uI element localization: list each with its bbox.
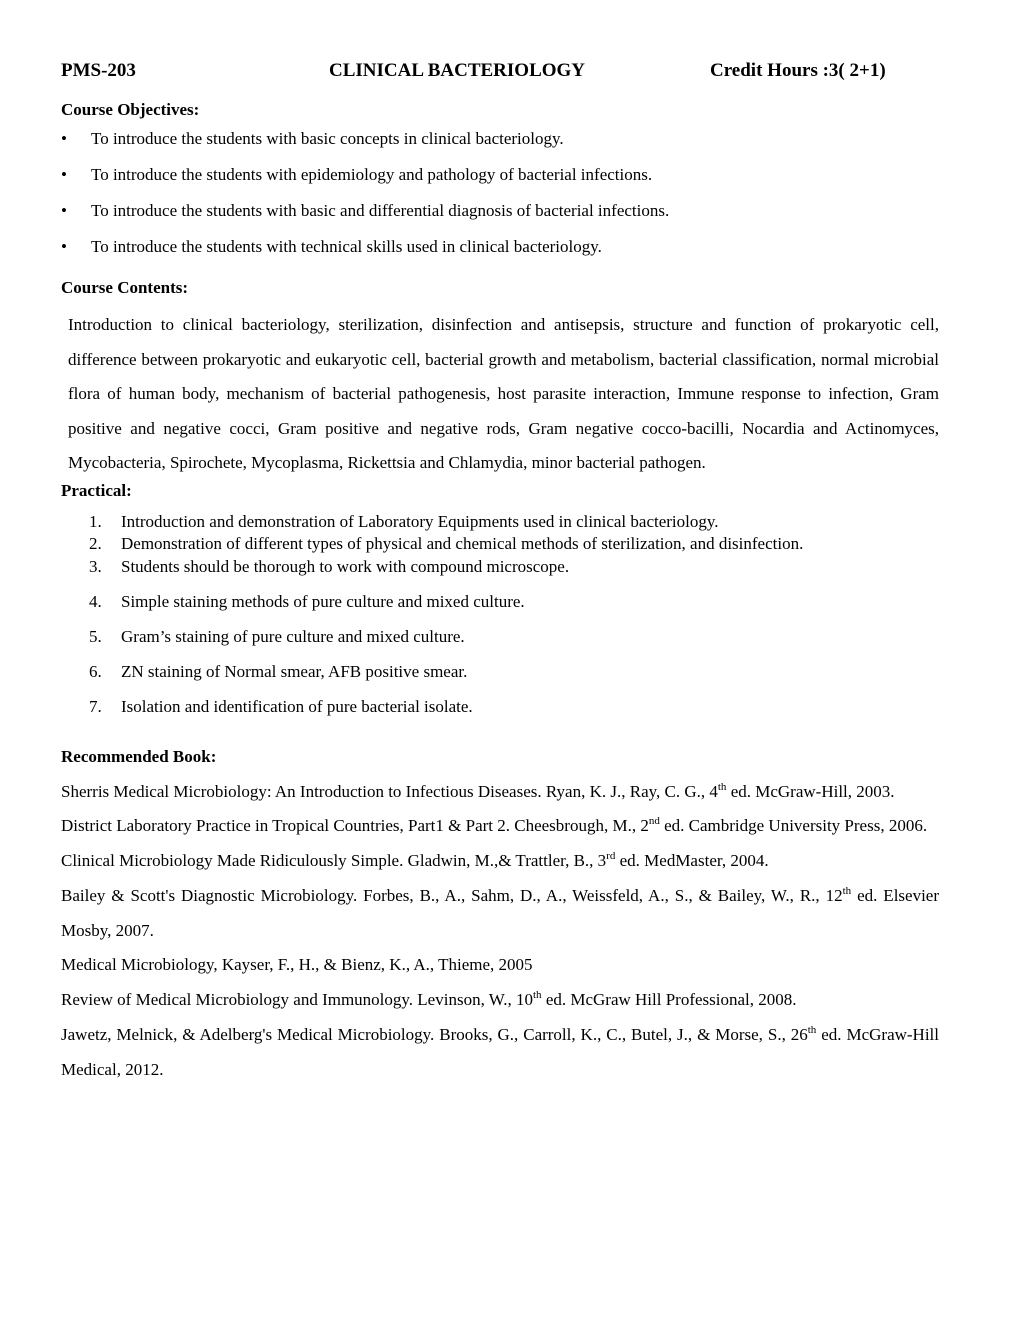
course-header bbox=[61, 60, 939, 86]
practical-item: 2. Demonstration of different types of physical and chemical methods of sterilization, and disinfection. bbox=[89, 533, 804, 553]
objective-item: • To introduce the students with epidemiology and pathology of bacterial infections. bbox=[61, 165, 653, 184]
book-entry: District Laboratory Practice in Tropical Countries, Part1 & Part 2. Cheesbrough, M., 2nd ed. Cambridge University Press, 2006. bbox=[61, 815, 928, 836]
objectives-heading: Course Objectives: bbox=[61, 100, 200, 119]
objectives-list bbox=[61, 128, 939, 272]
bullet-icon: • bbox=[61, 129, 67, 148]
books-heading: Recommended Book: bbox=[61, 746, 217, 766]
bullet-icon: • bbox=[61, 165, 67, 184]
objective-item: • To introduce the students with basic concepts in clinical bacteriology. bbox=[61, 129, 564, 148]
practical-item: 7. Isolation and identification of pure bacterial isolate. bbox=[89, 696, 473, 716]
objective-item: • To introduce the students with technical skills used in clinical bacteriology. bbox=[61, 237, 602, 256]
books-list bbox=[61, 775, 939, 1088]
book-entry: Sherris Medical Microbiology: An Introduction to Infectious Diseases. Ryan, K. J., Ray, C. G., 4th ed. McGraw-Hill, 2003. bbox=[61, 780, 895, 801]
contents-heading: Course Contents: bbox=[61, 278, 189, 297]
practical-item: 6. ZN staining of Normal smear, AFB positive smear. bbox=[89, 661, 468, 681]
practical-item: 1. Introduction and demonstration of Laboratory Equipments used in clinical bacteriology. bbox=[89, 511, 719, 531]
practical-item: 4. Simple staining methods of pure culture and mixed culture. bbox=[89, 591, 525, 611]
objective-item: • To introduce the students with basic and differential diagnosis of bacterial infections. bbox=[61, 201, 670, 220]
book-entry: Bailey & Scott's Diagnostic Microbiology. Forbes, B., A., Sahm, D., A., Weissfeld, A., S., & Bailey, W., R., 12th ed. Elsevier Mosby, 2007. bbox=[61, 884, 940, 940]
book-entry: Review of Medical Microbiology and Immunology. Levinson, W., 10th ed. McGraw Hill Professional, 2008. bbox=[61, 989, 797, 1010]
document-page bbox=[61, 60, 939, 1088]
contents-paragraph: Introduction to clinical bacteriology, sterilization, disinfection and antisepsis, structure and function of prokaryotic cell, difference between prokaryotic and eukaryotic cell, bacterial growth and metabolism, bacterial classification, normal microbial flora of human body, mechanism of bacterial pathogenesis, host parasite interaction, Immune response to infection, Gram positive and negative cocci, Gram positive and negative rods, Gram negative cocco-bacilli, Nocardia and Actinomyces, Mycobacteria, Spirochete, Mycoplasma, Rickettsia and Chlamydia, minor bacterial pathogen. bbox=[68, 315, 939, 472]
course-title: CLINICAL BACTERIOLOGY bbox=[329, 60, 586, 81]
practical-list bbox=[61, 511, 939, 731]
course-code: PMS-203 bbox=[61, 60, 136, 81]
bullet-icon: • bbox=[61, 237, 67, 256]
bullet-icon: • bbox=[61, 201, 67, 220]
practical-item: 3. Students should be thorough to work with compound microscope. bbox=[89, 556, 570, 576]
practical-heading: Practical: bbox=[61, 480, 132, 500]
practical-item: 5. Gram’s staining of pure culture and mixed culture. bbox=[89, 626, 465, 646]
credit-hours: Credit Hours :3( 2+1) bbox=[710, 60, 886, 81]
book-entry: Clinical Microbiology Made Ridiculously Simple. Gladwin, M.,& Trattler, B., 3rd ed. MedMaster, 2004. bbox=[61, 850, 769, 871]
book-entry: Medical Microbiology, Kayser, F., H., & Bienz, K., A., Thieme, 2005 bbox=[61, 955, 533, 975]
book-entry: Jawetz, Melnick, & Adelberg's Medical Microbiology. Brooks, G., Carroll, K., C., Butel, J., & Morse, S., 26th ed. McGraw-Hill Medical, 2012. bbox=[61, 1024, 939, 1079]
